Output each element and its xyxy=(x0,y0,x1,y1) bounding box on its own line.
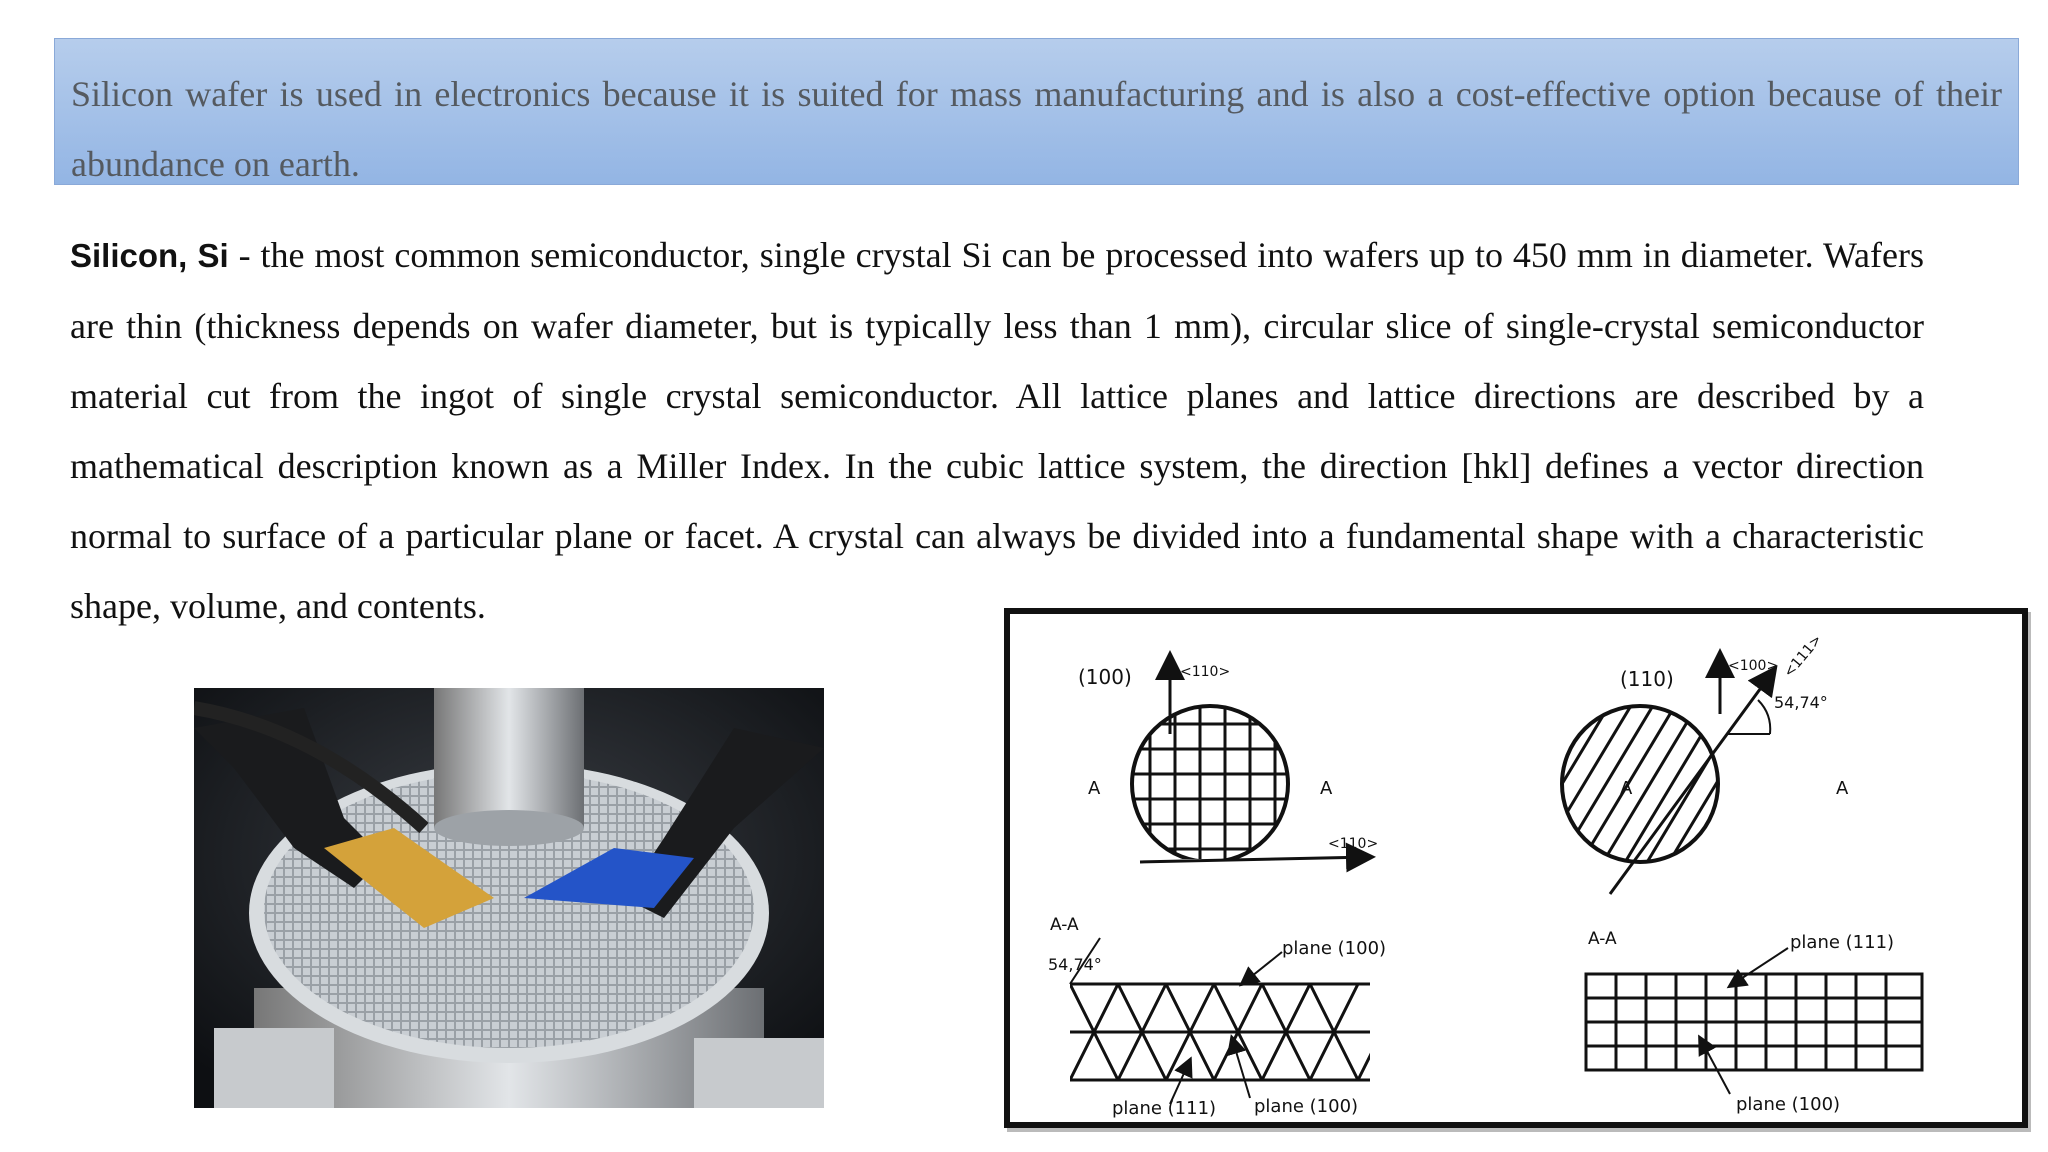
highlight-banner xyxy=(54,38,2019,185)
angle-right-label: 54,74° xyxy=(1774,693,1828,712)
crystal-orientation-diagram xyxy=(1004,608,2028,1128)
plane-bottom-left-label: plane (111) xyxy=(1112,1098,1217,1119)
angle-left-label: 54,74° xyxy=(1048,955,1102,974)
wafer-110 xyxy=(1464,654,1804,1094)
plane-top-left-label: plane (100) xyxy=(1282,938,1387,959)
plane-bottom-right2-label: plane (100) xyxy=(1736,1094,1841,1115)
section-mark-left-a: A xyxy=(1088,778,1101,799)
cross-section-110 xyxy=(1586,974,1922,1070)
body-text: - the most common semiconductor, single crystal Si can be processed into wafers up to 450 mm in diameter. Wafers are thin (thickness depends on wafer diameter, but is typically less than 1 mm), circular slice of single-crystal semiconductor material cut from the ingot of single crystal semiconductor. All lattice planes and lattice directions are described by a mathematical description known as a Miller Index. In the cubic lattice system, the direction [hkl] defines a vector direction normal to surface of a particular plane or facet. A crystal can always be divided into a fundamental shape with a characteristic shape, volume, and contents. xyxy=(70,235,1924,626)
wafer-probe-photo xyxy=(194,688,824,1108)
dir-right-left-label: <110> xyxy=(1328,836,1379,852)
body-paragraph xyxy=(70,220,1924,641)
plane-top-right-label: plane (111) xyxy=(1790,932,1895,953)
section-right-label: A-A xyxy=(1588,929,1617,949)
section-mark-left-b: A xyxy=(1320,778,1333,799)
dir-up-left-label: <110> xyxy=(1180,664,1231,680)
lead-term: Silicon, Si xyxy=(70,237,229,274)
section-mark-right-b: A xyxy=(1836,778,1849,799)
section-mark-right-a: A xyxy=(1620,778,1633,799)
plane-100-label: (100) xyxy=(1078,665,1132,689)
plane-110-label: (110) xyxy=(1620,667,1674,691)
section-left-label: A-A xyxy=(1050,915,1079,935)
dir-diag-right-label: <111> xyxy=(1780,631,1826,681)
banner-text: Silicon wafer is used in electronics because it is suited for mass manufacturing and is also a cost-effective option because of their abundance on earth. xyxy=(71,74,2002,184)
plane-bottom-right-label: plane (100) xyxy=(1254,1096,1359,1117)
dir-up-right-label: <100> xyxy=(1728,658,1779,674)
